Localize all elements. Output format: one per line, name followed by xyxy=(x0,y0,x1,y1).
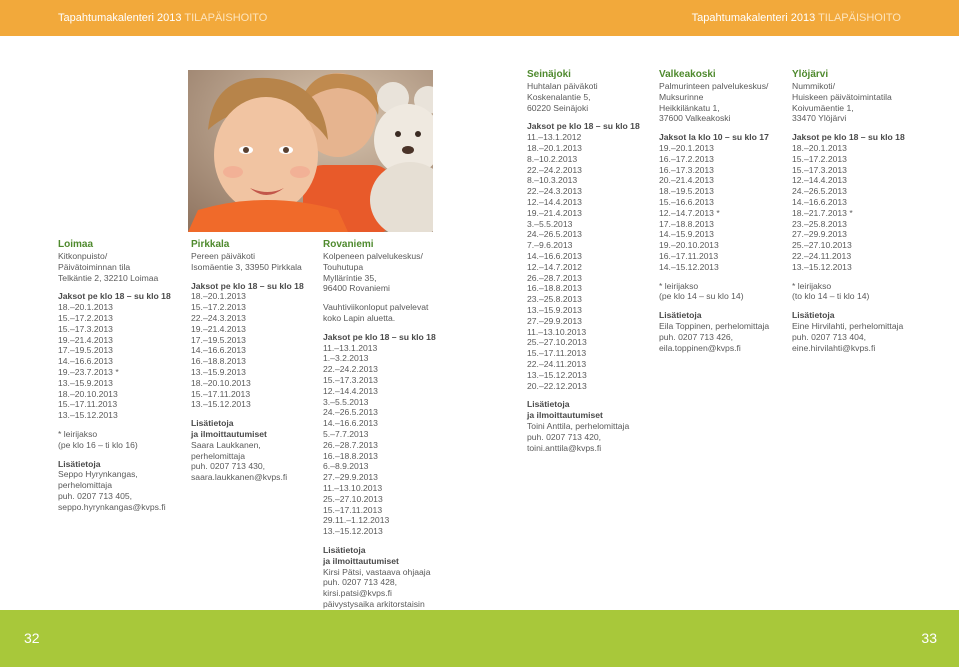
location-ylojarvi xyxy=(792,69,917,353)
header-bar xyxy=(0,0,959,36)
text-line: 15.–17.3.2013 xyxy=(323,374,378,385)
spacer xyxy=(58,451,178,459)
text-line: Muksurinne xyxy=(659,91,704,102)
text-line: 25.–27.10.2013 xyxy=(323,493,383,504)
header-right xyxy=(692,12,901,24)
text-line: 12.–14.4.2013 xyxy=(792,175,847,186)
spacer xyxy=(792,273,917,281)
location-loimaa xyxy=(58,239,178,513)
section-heading: Jaksot la klo 10 – su klo 17 xyxy=(659,132,769,143)
location-pirkkala xyxy=(191,239,311,483)
location-heading: Pirkkala xyxy=(191,239,230,250)
text-line: 14.–16.6.2013 xyxy=(58,356,113,367)
section-heading: Lisätietoja xyxy=(191,418,234,429)
text-line: 18.–21.7.2013 * xyxy=(792,207,853,218)
text-line: Toini Anttila, perhelomittaja xyxy=(527,420,630,431)
text-line: kirsi.patsi@kvps.fi xyxy=(323,588,392,599)
section-heading: Lisätietoja xyxy=(323,544,366,555)
text-line: 16.–17.3.2013 xyxy=(659,164,714,175)
footer-bar xyxy=(0,610,959,667)
text-line: Koivumäentie 1, xyxy=(792,102,854,113)
text-line: 19.–21.4.2013 xyxy=(58,334,113,345)
text-line: 3.–5.5.2013 xyxy=(323,396,369,407)
text-line: 15.–17.2.2013 xyxy=(792,153,847,164)
text-line: 22.–24.11.2013 xyxy=(792,250,852,261)
spacer xyxy=(527,113,652,121)
section-heading: Jaksot pe klo 18 – su klo 18 xyxy=(323,331,436,342)
text-line: (to klo 14 – ti klo 14) xyxy=(792,291,870,302)
text-line: 13.–15.12.2013 xyxy=(527,369,587,380)
text-line: 13.–15.12.2013 xyxy=(323,526,383,537)
text-line: 26.–28.7.2013 xyxy=(323,439,378,450)
section-heading: Jaksot pe klo 18 – su klo 18 xyxy=(58,291,171,302)
text-line: 18.–20.1.2013 xyxy=(527,142,582,153)
text-line: 15.–17.3.2013 xyxy=(792,164,847,175)
section-heading: ja ilmoittautumiset xyxy=(527,410,603,421)
text-line: Huiskeen päivätoimintatila xyxy=(792,91,892,102)
text-line: 16.–17.2.2013 xyxy=(659,153,714,164)
text-line: 15.–17.11.2013 xyxy=(527,348,587,359)
text-line: 15.–16.6.2013 xyxy=(659,196,714,207)
location-heading: Rovaniemi xyxy=(323,239,374,250)
text-line: Palmurinteen palvelukeskus/ xyxy=(659,81,769,91)
text-line: 15.–17.2.2013 xyxy=(58,312,113,323)
text-line: 13.–15.12.2013 xyxy=(58,410,118,421)
spacer xyxy=(191,273,311,281)
text-line: 11.–13.1.2013 xyxy=(323,342,378,353)
text-line: 6.–8.9.2013 xyxy=(323,461,369,472)
text-line: 27.–29.9.2013 xyxy=(792,229,847,240)
text-line: 18.–20.1.2013 xyxy=(191,291,246,302)
section-heading: Lisätietoja xyxy=(527,399,570,410)
text-line: 24.–26.5.2013 xyxy=(527,229,582,240)
text-line: perhelomittaja xyxy=(191,450,245,461)
text-line: 13.–15.12.2013 xyxy=(792,261,852,272)
text-line: Kitkonpuisto/ xyxy=(58,251,108,261)
text-line: 12.–14.7.2012 xyxy=(527,261,582,272)
text-line: toini.anttila@kvps.fi xyxy=(527,442,602,453)
header-left-title: Tapahtumakalenteri 2013 xyxy=(58,12,182,24)
text-line: 16.–18.8.2013 xyxy=(527,283,582,294)
children-photo xyxy=(188,70,433,232)
text-line: 26.–28.7.2013 xyxy=(527,272,582,283)
section-heading: ja ilmoittautumiset xyxy=(191,428,267,439)
text-line: 14.–16.6.2013 xyxy=(527,250,582,261)
text-line: 15.–17.3.2013 xyxy=(58,323,113,334)
text-line: 13.–15.12.2013 xyxy=(191,399,251,410)
spacer xyxy=(659,124,784,132)
text-line: 15.–17.11.2013 xyxy=(323,504,383,515)
text-line: Kirsi Pätsi, vastaava ohjaaja xyxy=(323,566,431,577)
location-valkeakoski xyxy=(659,69,784,353)
section-heading: Jaksot pe klo 18 – su klo 18 xyxy=(792,132,905,143)
text-line: Päivätoiminnan tila xyxy=(58,261,131,272)
text-line: 18.–20.10.2013 xyxy=(191,377,251,388)
text-line: puh. 0207 713 420, xyxy=(527,431,602,442)
text-line: 12.–14.4.2013 xyxy=(323,385,378,396)
text-line: Pereen päiväkoti xyxy=(191,251,256,261)
text-line: * leirijakso xyxy=(792,280,832,291)
text-line: koko Lapin aluetta. xyxy=(323,312,396,323)
spacer xyxy=(323,537,448,545)
text-line: puh. 0207 713 404, xyxy=(792,331,867,342)
spacer xyxy=(323,294,448,302)
spacer xyxy=(792,124,917,132)
text-line: puh. 0207 713 428, xyxy=(323,577,398,588)
text-line: 14.–15.9.2013 xyxy=(659,229,714,240)
text-line: Touhutupa xyxy=(323,261,364,272)
text-line: 14.–16.6.2013 xyxy=(323,418,378,429)
text-line: 20.–21.4.2013 xyxy=(659,175,714,186)
spacer xyxy=(659,302,784,310)
text-line: 22.–24.3.2013 xyxy=(191,312,246,323)
text-line: Seppo Hyrynkangas, xyxy=(58,469,138,480)
text-line: 22.–24.3.2013 xyxy=(527,186,582,197)
text-line: 11.–13.1.2012 xyxy=(527,132,582,143)
text-line: puh. 0207 713 426, xyxy=(659,331,734,342)
text-line: 29.11.–1.12.2013 xyxy=(323,515,390,526)
section-heading: Lisätietoja xyxy=(659,310,702,321)
text-line: 14.–16.6.2013 xyxy=(191,345,246,356)
text-line: 16.–17.11.2013 xyxy=(659,250,719,261)
spacer xyxy=(58,421,178,429)
text-line: 15.–17.11.2013 xyxy=(191,388,251,399)
text-line: 16.–18.8.2013 xyxy=(323,450,378,461)
page-number-left: 32 xyxy=(24,630,40,646)
text-line: (pe klo 14 – su klo 14) xyxy=(659,291,744,302)
spacer xyxy=(659,273,784,281)
text-line: perhelomittaja xyxy=(58,480,112,491)
text-line: 27.–29.9.2013 xyxy=(323,472,378,483)
text-line: Kolpeneen palvelukeskus/ xyxy=(323,251,423,261)
text-line: 18.–19.5.2013 xyxy=(659,186,714,197)
text-line: eine.hirvilahti@kvps.fi xyxy=(792,342,876,353)
text-line: seppo.hyrynkangas@kvps.fi xyxy=(58,501,166,512)
section-heading: Lisätietoja xyxy=(792,310,835,321)
location-rovaniemi xyxy=(323,239,448,621)
text-line: puh. 0207 713 430, xyxy=(191,461,266,472)
text-line: 19.–20.1.2013 xyxy=(659,142,714,153)
text-line: Koskenalantie 5, xyxy=(527,91,591,102)
text-line: 23.–25.8.2013 xyxy=(792,218,847,229)
section-heading: Jaksot pe klo 18 – su klo 18 xyxy=(191,280,304,291)
text-line: 19.–20.10.2013 xyxy=(659,240,719,251)
text-line: päivystysaika arkitorstaisin xyxy=(323,598,425,609)
spacer xyxy=(191,410,311,418)
text-line: 14.–16.6.2013 xyxy=(792,196,847,207)
text-line: 20.–22.12.2013 xyxy=(527,380,587,391)
text-line: 14.–15.12.2013 xyxy=(659,261,719,272)
text-line: Heikkilänkatu 1, xyxy=(659,102,720,113)
text-line: 25.–27.10.2013 xyxy=(527,337,587,348)
spacer xyxy=(323,324,448,332)
text-line: 27.–29.9.2013 xyxy=(527,315,582,326)
text-line: 13.–15.9.2013 xyxy=(58,377,113,388)
text-line: 37600 Valkeakoski xyxy=(659,113,731,124)
text-line: 25.–27.10.2013 xyxy=(792,240,852,251)
children-photo-image xyxy=(188,70,433,232)
text-line: 22.–24.2.2013 xyxy=(527,164,582,175)
text-line: 13.–15.9.2013 xyxy=(527,304,582,315)
text-line: 24.–26.5.2013 xyxy=(323,407,378,418)
text-line: 11.–13.10.2013 xyxy=(527,326,587,337)
location-heading: Ylöjärvi xyxy=(792,69,829,80)
text-line: Mylläríntie 35, xyxy=(323,272,377,283)
text-line: 1.–3.2.2013 xyxy=(323,353,369,364)
spacer xyxy=(792,302,917,310)
header-left-section: TILAPÄISHOITO xyxy=(184,12,268,24)
text-line: 7.–9.6.2013 xyxy=(527,240,573,251)
text-line: Eine Hirvilahti, perhelomittaja xyxy=(792,320,904,331)
text-line: saara.laukkanen@kvps.fi xyxy=(191,472,288,483)
spacer xyxy=(527,391,652,399)
text-line: 16.–18.8.2013 xyxy=(191,356,246,367)
text-line: Isomäentie 3, 33950 Pirkkala xyxy=(191,261,302,272)
text-line: 22.–24.2.2013 xyxy=(323,364,378,375)
text-line: 19.–21.4.2013 xyxy=(527,207,582,218)
text-line: 18.–20.1.2013 xyxy=(792,142,847,153)
spacer xyxy=(58,283,178,291)
text-line: 12.–14.4.2013 xyxy=(527,196,582,207)
text-line: 15.–17.2.2013 xyxy=(191,302,246,313)
text-line: * leirijakso xyxy=(58,428,98,439)
text-line: 24.–26.5.2013 xyxy=(792,186,847,197)
text-line: 17.–19.5.2013 xyxy=(191,334,246,345)
section-heading: Jaksot pe klo 18 – su klo 18 xyxy=(527,121,640,132)
text-line: 18.–20.10.2013 xyxy=(58,388,118,399)
text-line: 33470 Ylöjärvi xyxy=(792,113,847,124)
text-line: 22.–24.11.2013 xyxy=(527,358,587,369)
text-line: 17.–18.8.2013 xyxy=(659,218,714,229)
location-heading: Valkeakoski xyxy=(659,69,716,80)
text-line: 23.–25.8.2013 xyxy=(527,294,582,305)
text-line: 19.–21.4.2013 xyxy=(191,323,246,334)
location-seinajoki xyxy=(527,69,652,453)
text-line: 96400 Rovaniemi xyxy=(323,283,390,294)
text-line: Nummikoti/ xyxy=(792,81,835,91)
section-heading: ja ilmoittautumiset xyxy=(323,555,399,566)
text-line: Telkäntie 2, 32210 Loimaa xyxy=(58,272,159,283)
text-line: 8.–10.3.2013 xyxy=(527,175,578,186)
header-left xyxy=(58,12,267,24)
section-heading: Lisätietoja xyxy=(58,458,101,469)
text-line: Vauhtiviikonloput palvelevat xyxy=(323,302,429,313)
header-right-title: Tapahtumakalenteri 2013 xyxy=(691,12,816,24)
text-line: 8.–10.2.2013 xyxy=(527,153,578,164)
text-line: puh. 0207 713 405, xyxy=(58,490,133,501)
text-line: * leirijakso xyxy=(659,280,699,291)
text-line: 3.–5.5.2013 xyxy=(527,218,573,229)
text-line: Huhtalan päiväkoti xyxy=(527,81,598,91)
location-heading: Seinäjoki xyxy=(527,69,571,80)
location-heading: Loimaa xyxy=(58,239,94,250)
text-line: 60220 Seinäjoki xyxy=(527,102,589,113)
text-line: (pe klo 16 – ti klo 16) xyxy=(58,439,138,450)
page-number-right: 33 xyxy=(921,630,937,646)
text-line: Eila Toppinen, perhelomittaja xyxy=(659,320,770,331)
header-right-section: TILAPÄISHOITO xyxy=(818,12,901,24)
text-line: 17.–19.5.2013 xyxy=(58,345,113,356)
text-line: Saara Laukkanen, xyxy=(191,439,261,450)
text-line: eila.toppinen@kvps.fi xyxy=(659,342,741,353)
text-line: 5.–7.7.2013 xyxy=(323,428,369,439)
text-line: 13.–15.9.2013 xyxy=(191,366,246,377)
text-line: 12.–14.7.2013 * xyxy=(659,207,720,218)
text-line: 11.–13.10.2013 xyxy=(323,482,383,493)
text-line: 18.–20.1.2013 xyxy=(58,302,113,313)
text-line: 15.–17.11.2013 xyxy=(58,399,118,410)
text-line: 19.–23.7.2013 * xyxy=(58,366,119,377)
